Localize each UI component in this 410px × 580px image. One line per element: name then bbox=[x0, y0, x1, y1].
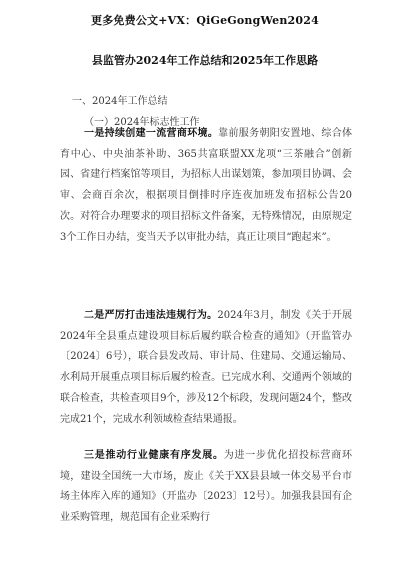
paragraph-lead: 一是持续创建一流营商环境。 bbox=[84, 128, 219, 139]
paragraph-body: 2024年3月，制发《关于开展2024年全县重点建设项目标后履约联合检查的通知》（开监管办〔2024〕6号），联合县发改局、审计局、住建局、交通运输局、水利局开展重点项目标后履约检查。已完成水利、交通两个领域的联合检查，共检查项目9个，涉及12个标段，发现问题24个，整改完成21个，完成水利领域检查结果通报。 bbox=[60, 310, 353, 425]
paragraph-1 bbox=[60, 124, 352, 248]
document-title: 县监管办2024年工作总结和2025年工作思路 bbox=[91, 54, 319, 67]
paragraph-body: 靠前服务朝阳安置地、综合体育中心、中央油茶补助、365共富联盟XX龙项“三茶融合”创新园、省建行档案馆等项目，为招标人出谋划策，参加项目协调、会审、会商百余次，根据项目倒排时序连夜加班发布招标公告20次。对符合办理要求的项目招标文件备案，无特殊情况，由原规定3个工作日办结，变当天予以审批办结，真正让项目“跑起来”。 bbox=[60, 128, 353, 243]
subsection-heading: （一）2024年标志性工作 bbox=[84, 117, 200, 128]
paragraph-body: 为进一步优化招投标营商环境，建设全国统一大市场，废止《关于XX县县域一体交易平台市场主体库入库的通知》（开监办〔2023〕12号）。加强我县国有企业采购管理，规范国有企业采购行 bbox=[60, 450, 352, 524]
watermark-header: 更多免费公文+VX：QiGeGongWen2024 bbox=[91, 14, 319, 27]
paragraph-lead: 三是推动行业健康有序发展。 bbox=[84, 450, 224, 461]
paragraph-lead: 二是严厉打击违法违规行为。 bbox=[84, 310, 218, 321]
paragraph-3 bbox=[60, 446, 352, 529]
section-heading: 一、2024年工作总结 bbox=[72, 96, 168, 107]
paragraph-2 bbox=[60, 306, 352, 430]
